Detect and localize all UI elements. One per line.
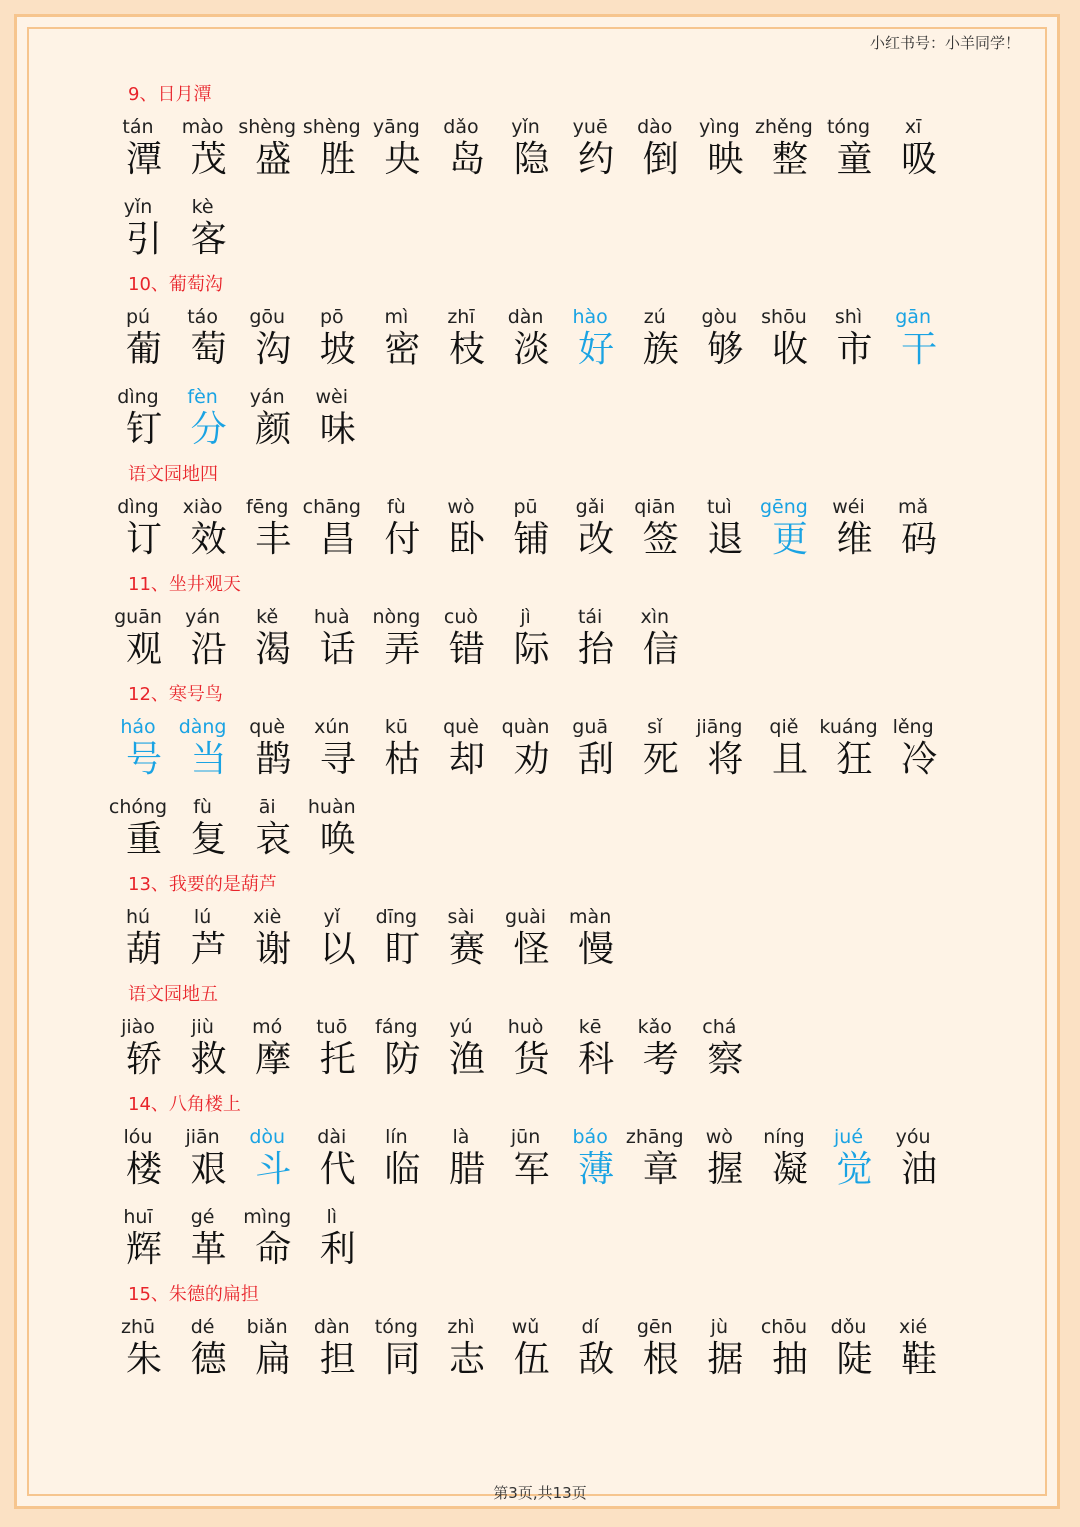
hanzi-character: 整 bbox=[771, 139, 808, 180]
hanzi-character: 将 bbox=[707, 739, 744, 780]
hanzi-character: 客 bbox=[190, 219, 227, 260]
hanzi-character: 丰 bbox=[255, 519, 292, 560]
character-row bbox=[117, 382, 988, 458]
pinyin-label: dòu bbox=[249, 1126, 286, 1148]
pinyin-label: xún bbox=[314, 716, 350, 738]
hanzi-character: 辉 bbox=[126, 1229, 163, 1270]
hanzi-character: 芦 bbox=[190, 929, 227, 970]
hanzi-character: 付 bbox=[384, 519, 421, 560]
pinyin-label: nòng bbox=[372, 606, 421, 628]
hanzi-character: 枯 bbox=[384, 739, 421, 780]
hanzi-character: 怪 bbox=[513, 929, 550, 970]
pinyin-label: gǎi bbox=[575, 496, 605, 518]
character-card bbox=[903, 112, 968, 188]
hanzi-character: 抽 bbox=[771, 1339, 808, 1380]
page-footer: 第3页,共13页 bbox=[493, 1484, 587, 1502]
section-title: 语文园地四 bbox=[128, 464, 218, 485]
pinyin-label: yuē bbox=[572, 116, 608, 138]
hanzi-character: 狂 bbox=[836, 739, 873, 780]
pinyin-label: fáng bbox=[375, 1016, 418, 1038]
pinyin-label: gān bbox=[895, 306, 931, 328]
pinyin-label: dí bbox=[581, 1316, 599, 1338]
pinyin-label: huà bbox=[313, 606, 350, 628]
pinyin-label: kuáng bbox=[819, 716, 878, 738]
character-card bbox=[569, 902, 645, 978]
hanzi-character: 摩 bbox=[255, 1039, 292, 1080]
hanzi-character: 慢 bbox=[578, 929, 615, 970]
hanzi-character: 死 bbox=[642, 739, 679, 780]
hanzi-character: 签 bbox=[642, 519, 679, 560]
pinyin-label: dǎo bbox=[443, 116, 479, 138]
hanzi-character: 隐 bbox=[513, 139, 550, 180]
hanzi-character: 渴 bbox=[255, 629, 292, 670]
pinyin-label: lín bbox=[385, 1126, 408, 1148]
pinyin-label: yāng bbox=[372, 116, 420, 138]
hanzi-character: 劝 bbox=[513, 739, 550, 780]
hanzi-character: 重 bbox=[126, 819, 163, 860]
hanzi-character: 维 bbox=[836, 519, 873, 560]
hanzi-character: 斗 bbox=[255, 1149, 292, 1190]
pinyin-label: lěng bbox=[892, 716, 934, 738]
character-card bbox=[899, 1312, 968, 1388]
pinyin-label: shōu bbox=[761, 306, 807, 328]
hanzi-character: 当 bbox=[190, 739, 227, 780]
pinyin-label: dìng bbox=[117, 496, 159, 518]
character-card bbox=[190, 192, 258, 268]
section-title: 10、葡萄沟 bbox=[128, 274, 223, 295]
hanzi-character: 且 bbox=[771, 739, 808, 780]
pinyin-label: yán bbox=[249, 386, 285, 408]
character-row bbox=[122, 112, 988, 188]
hanzi-character: 分 bbox=[190, 409, 227, 450]
pinyin-label: huī bbox=[123, 1206, 153, 1228]
pinyin-label: pú bbox=[125, 306, 151, 328]
hanzi-character: 卧 bbox=[448, 519, 485, 560]
pinyin-label: kū bbox=[384, 716, 408, 738]
hanzi-character: 胜 bbox=[319, 139, 356, 180]
pinyin-label: jiào bbox=[121, 1016, 155, 1038]
hanzi-character: 科 bbox=[578, 1039, 615, 1080]
pinyin-label: fù bbox=[193, 796, 212, 818]
pinyin-label: lóu bbox=[123, 1126, 153, 1148]
hanzi-character: 唤 bbox=[319, 819, 356, 860]
hanzi-character: 盛 bbox=[255, 139, 292, 180]
hanzi-character: 订 bbox=[126, 519, 163, 560]
character-card bbox=[702, 1012, 774, 1088]
pinyin-label: mào bbox=[181, 116, 224, 138]
pinyin-label: fēng bbox=[245, 496, 289, 518]
pinyin-label: hú bbox=[125, 906, 151, 928]
character-row bbox=[120, 1312, 988, 1388]
hanzi-character: 映 bbox=[707, 139, 744, 180]
hanzi-character: 萄 bbox=[190, 329, 227, 370]
pinyin-label: gé bbox=[190, 1206, 215, 1228]
hanzi-character: 朱 bbox=[126, 1339, 163, 1380]
pinyin-label: wò bbox=[705, 1126, 733, 1148]
section-spacer bbox=[128, 1388, 988, 1392]
character-card bbox=[319, 1202, 387, 1278]
header-note: 小红书号：小羊同学！ bbox=[869, 34, 1020, 52]
pinyin-label: lú bbox=[193, 906, 212, 928]
character-row bbox=[123, 1122, 988, 1198]
hanzi-character: 防 bbox=[384, 1039, 421, 1080]
hanzi-character: 救 bbox=[190, 1039, 227, 1080]
pinyin-label: hào bbox=[572, 306, 608, 328]
hanzi-character: 艰 bbox=[190, 1149, 227, 1190]
character-row bbox=[121, 1012, 988, 1088]
hanzi-character: 托 bbox=[319, 1039, 356, 1080]
pinyin-label: gòu bbox=[701, 306, 738, 328]
pinyin-label: zhū bbox=[120, 1316, 156, 1338]
vocabulary-list bbox=[108, 82, 988, 1392]
hanzi-character: 葡 bbox=[126, 329, 163, 370]
pinyin-label: fù bbox=[387, 496, 406, 518]
pinyin-label: chāng bbox=[302, 496, 361, 518]
hanzi-character: 觉 bbox=[836, 1149, 873, 1190]
hanzi-character: 沟 bbox=[255, 329, 292, 370]
hanzi-character: 童 bbox=[836, 139, 873, 180]
hanzi-character: 潭 bbox=[126, 139, 163, 180]
hanzi-character: 话 bbox=[319, 629, 356, 670]
hanzi-character: 察 bbox=[707, 1039, 744, 1080]
pinyin-label: zú bbox=[643, 306, 666, 328]
hanzi-character: 薄 bbox=[578, 1149, 615, 1190]
hanzi-character: 刮 bbox=[578, 739, 615, 780]
hanzi-character: 复 bbox=[190, 819, 227, 860]
pinyin-label: tóng bbox=[826, 116, 871, 138]
hanzi-character: 际 bbox=[513, 629, 550, 670]
pinyin-label: mìng bbox=[243, 1206, 292, 1228]
hanzi-character: 扁 bbox=[255, 1339, 292, 1380]
pinyin-label: mǎ bbox=[898, 496, 929, 518]
pinyin-label: dài bbox=[317, 1126, 347, 1148]
pinyin-label: dìng bbox=[117, 386, 159, 408]
hanzi-character: 考 bbox=[642, 1039, 679, 1080]
pinyin-label: táo bbox=[187, 306, 218, 328]
hanzi-character: 弄 bbox=[384, 629, 421, 670]
hanzi-character: 密 bbox=[384, 329, 421, 370]
pinyin-label: chōu bbox=[760, 1316, 808, 1338]
character-card bbox=[307, 792, 387, 868]
hanzi-character: 腊 bbox=[448, 1149, 485, 1190]
pinyin-label: jūn bbox=[510, 1126, 541, 1148]
hanzi-character: 据 bbox=[707, 1339, 744, 1380]
pinyin-label: wǔ bbox=[511, 1316, 540, 1338]
hanzi-character: 坡 bbox=[319, 329, 356, 370]
hanzi-character: 吸 bbox=[901, 139, 938, 180]
hanzi-character: 更 bbox=[771, 519, 808, 560]
hanzi-character: 钉 bbox=[126, 409, 163, 450]
pinyin-label: zhāng bbox=[625, 1126, 684, 1148]
pinyin-label: yóu bbox=[895, 1126, 931, 1148]
hanzi-character: 同 bbox=[384, 1339, 421, 1380]
hanzi-character: 轿 bbox=[126, 1039, 163, 1080]
hanzi-character: 凝 bbox=[771, 1149, 808, 1190]
pinyin-label: wò bbox=[447, 496, 475, 518]
character-row bbox=[108, 792, 988, 868]
hanzi-character: 市 bbox=[836, 329, 873, 370]
hanzi-character: 铺 bbox=[513, 519, 550, 560]
pinyin-label: fèn bbox=[187, 386, 218, 408]
pinyin-label: sài bbox=[447, 906, 475, 928]
hanzi-character: 枝 bbox=[448, 329, 485, 370]
pinyin-label: kè bbox=[191, 196, 214, 218]
pinyin-label: guài bbox=[505, 906, 547, 928]
section-title: 11、坐井观天 bbox=[128, 574, 241, 595]
pinyin-label: tuì bbox=[706, 496, 732, 518]
pinyin-label: kě bbox=[256, 606, 279, 628]
hanzi-character: 收 bbox=[771, 329, 808, 370]
pinyin-label: jiù bbox=[191, 1016, 214, 1038]
character-row bbox=[125, 902, 988, 978]
pinyin-label: huàn bbox=[307, 796, 356, 818]
hanzi-character: 临 bbox=[384, 1149, 421, 1190]
pinyin-label: quàn bbox=[501, 716, 550, 738]
hanzi-character: 哀 bbox=[255, 819, 292, 860]
pinyin-label: zhì bbox=[447, 1316, 475, 1338]
section-title: 12、寒号鸟 bbox=[128, 684, 223, 705]
hanzi-character: 志 bbox=[448, 1339, 485, 1380]
hanzi-character: 赛 bbox=[448, 929, 485, 970]
pinyin-label: xī bbox=[904, 116, 922, 138]
hanzi-character: 伍 bbox=[513, 1339, 550, 1380]
hanzi-character: 昌 bbox=[319, 519, 356, 560]
pinyin-label: yú bbox=[449, 1016, 473, 1038]
pinyin-label: chóng bbox=[108, 796, 168, 818]
hanzi-character: 鞋 bbox=[901, 1339, 938, 1380]
hanzi-character: 冷 bbox=[901, 739, 938, 780]
pinyin-label: gōu bbox=[249, 306, 286, 328]
pinyin-label: shèng bbox=[238, 116, 297, 138]
pinyin-label: tóng bbox=[374, 1316, 418, 1338]
hanzi-character: 味 bbox=[319, 409, 356, 450]
pinyin-label: màn bbox=[569, 906, 612, 928]
hanzi-character: 军 bbox=[513, 1149, 550, 1190]
pinyin-label: tuō bbox=[316, 1016, 348, 1038]
pinyin-label: dàn bbox=[507, 306, 544, 328]
pinyin-label: pō bbox=[319, 306, 344, 328]
character-row bbox=[123, 1202, 988, 1278]
hanzi-character: 货 bbox=[513, 1039, 550, 1080]
pinyin-label: qiān bbox=[634, 496, 676, 518]
hanzi-character: 敌 bbox=[578, 1339, 615, 1380]
hanzi-character: 命 bbox=[255, 1229, 292, 1270]
pinyin-label: dàn bbox=[313, 1316, 350, 1338]
hanzi-character: 却 bbox=[448, 739, 485, 780]
hanzi-character: 号 bbox=[126, 739, 163, 780]
pinyin-label: mì bbox=[384, 306, 409, 328]
section-title: 9、日月潭 bbox=[128, 84, 212, 105]
pinyin-label: gēn bbox=[636, 1316, 673, 1338]
hanzi-character: 革 bbox=[190, 1229, 227, 1270]
hanzi-character: 代 bbox=[319, 1149, 356, 1190]
hanzi-character: 引 bbox=[126, 219, 163, 260]
pinyin-label: tái bbox=[577, 606, 603, 628]
pinyin-label: yǐn bbox=[511, 116, 540, 138]
section-title: 13、我要的是葫芦 bbox=[128, 874, 277, 895]
character-row bbox=[117, 492, 988, 568]
pinyin-label: jù bbox=[710, 1316, 728, 1338]
hanzi-character: 楼 bbox=[126, 1149, 163, 1190]
pinyin-label: dǒu bbox=[830, 1316, 867, 1338]
character-card bbox=[892, 712, 968, 788]
pinyin-label: jiāng bbox=[696, 716, 743, 738]
hanzi-character: 葫 bbox=[126, 929, 163, 970]
pinyin-label: jì bbox=[520, 606, 531, 628]
pinyin-label: qiě bbox=[769, 716, 799, 738]
pinyin-label: wèi bbox=[315, 386, 349, 408]
character-card bbox=[315, 382, 387, 458]
hanzi-character: 错 bbox=[448, 629, 485, 670]
hanzi-character: 好 bbox=[578, 329, 615, 370]
hanzi-character: 渔 bbox=[448, 1039, 485, 1080]
pinyin-label: yìng bbox=[699, 116, 740, 138]
pinyin-label: yǐn bbox=[123, 196, 153, 218]
pinyin-label: guān bbox=[114, 606, 162, 628]
pinyin-label: què bbox=[443, 716, 479, 738]
pinyin-label: chá bbox=[702, 1016, 737, 1038]
pinyin-label: kǎo bbox=[637, 1016, 672, 1038]
pinyin-label: lì bbox=[326, 1206, 338, 1228]
hanzi-character: 陡 bbox=[836, 1339, 873, 1380]
character-card bbox=[640, 602, 710, 678]
hanzi-character: 央 bbox=[384, 139, 421, 180]
pinyin-label: mó bbox=[252, 1016, 283, 1038]
hanzi-character: 以 bbox=[319, 929, 356, 970]
pinyin-label: báo bbox=[572, 1126, 608, 1148]
pinyin-label: xiào bbox=[182, 496, 223, 518]
pinyin-label: kē bbox=[578, 1016, 602, 1038]
hanzi-character: 鹊 bbox=[255, 739, 292, 780]
hanzi-character: 倒 bbox=[642, 139, 679, 180]
pinyin-label: jué bbox=[834, 1126, 864, 1148]
hanzi-character: 够 bbox=[707, 329, 744, 370]
character-card bbox=[895, 1122, 968, 1198]
pinyin-label: yán bbox=[185, 606, 221, 628]
pinyin-label: āi bbox=[258, 796, 276, 818]
hanzi-character: 淡 bbox=[513, 329, 550, 370]
pinyin-label: zhěng bbox=[755, 116, 813, 138]
hanzi-character: 德 bbox=[190, 1339, 227, 1380]
pinyin-label: wéi bbox=[832, 496, 865, 518]
pinyin-label: dào bbox=[637, 116, 673, 138]
pinyin-label: dàng bbox=[178, 716, 227, 738]
pinyin-label: gēng bbox=[760, 496, 808, 518]
hanzi-character: 章 bbox=[642, 1149, 679, 1190]
pinyin-label: jiān bbox=[185, 1126, 220, 1148]
pinyin-label: dé bbox=[190, 1316, 215, 1338]
hanzi-character: 族 bbox=[642, 329, 679, 370]
pinyin-label: huò bbox=[507, 1016, 544, 1038]
pinyin-label: biǎn bbox=[246, 1316, 288, 1338]
pinyin-label: xié bbox=[899, 1316, 928, 1338]
hanzi-character: 效 bbox=[190, 519, 227, 560]
hanzi-character: 观 bbox=[126, 629, 163, 670]
pinyin-label: là bbox=[452, 1126, 470, 1148]
hanzi-character: 约 bbox=[578, 139, 615, 180]
pinyin-label: yǐ bbox=[323, 906, 341, 928]
hanzi-character: 握 bbox=[707, 1149, 744, 1190]
hanzi-character: 谢 bbox=[255, 929, 292, 970]
pinyin-label: shì bbox=[834, 306, 863, 328]
character-card bbox=[898, 492, 968, 568]
hanzi-character: 根 bbox=[642, 1339, 679, 1380]
pinyin-label: xiè bbox=[253, 906, 282, 928]
polyphonic-character-card bbox=[895, 302, 968, 378]
pinyin-label: níng bbox=[763, 1126, 805, 1148]
pinyin-label: háo bbox=[120, 716, 156, 738]
character-row bbox=[114, 602, 988, 678]
hanzi-character: 油 bbox=[901, 1149, 938, 1190]
pinyin-label: què bbox=[249, 716, 286, 738]
hanzi-character: 退 bbox=[707, 519, 744, 560]
hanzi-character: 码 bbox=[901, 519, 938, 560]
pinyin-label: dīng bbox=[375, 906, 418, 928]
hanzi-character: 改 bbox=[578, 519, 615, 560]
pinyin-label: zhī bbox=[447, 306, 475, 328]
pinyin-label: xìn bbox=[640, 606, 670, 628]
pinyin-label: guā bbox=[572, 716, 609, 738]
hanzi-character: 利 bbox=[319, 1229, 356, 1270]
hanzi-character: 盯 bbox=[384, 929, 421, 970]
pinyin-label: tán bbox=[122, 116, 154, 138]
hanzi-character: 沿 bbox=[190, 629, 227, 670]
section-title: 语文园地五 bbox=[128, 984, 218, 1005]
character-row bbox=[125, 302, 988, 378]
pinyin-label: pū bbox=[513, 496, 538, 518]
character-row bbox=[120, 712, 988, 788]
hanzi-character: 抬 bbox=[578, 629, 615, 670]
hanzi-character: 干 bbox=[901, 329, 938, 370]
pinyin-label: sǐ bbox=[647, 716, 663, 738]
hanzi-character: 担 bbox=[319, 1339, 356, 1380]
hanzi-character: 信 bbox=[642, 629, 679, 670]
character-row bbox=[123, 192, 988, 268]
pinyin-label: cuò bbox=[443, 606, 479, 628]
hanzi-character: 寻 bbox=[319, 739, 356, 780]
pinyin-label: shèng bbox=[302, 116, 361, 138]
hanzi-character: 颜 bbox=[255, 409, 292, 450]
section-title: 14、八角楼上 bbox=[128, 1094, 241, 1115]
hanzi-character: 岛 bbox=[448, 139, 485, 180]
hanzi-character: 茂 bbox=[190, 139, 227, 180]
section-title: 15、朱德的扁担 bbox=[128, 1284, 259, 1305]
